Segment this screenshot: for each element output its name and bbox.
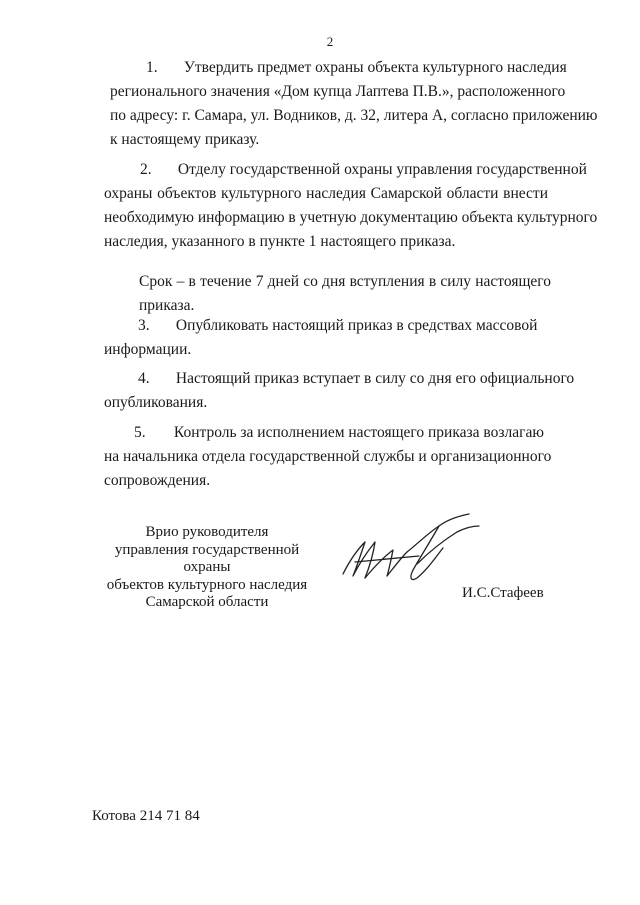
item-2-line-2: охраны объектов культурного наследия Самарской области внести bbox=[104, 185, 548, 202]
item-5-line-3: сопровождения. bbox=[104, 472, 211, 489]
term-line-1: Срок – в течение 7 дней со дня вступления в силу настоящего bbox=[139, 273, 551, 290]
item-1-line-4: к настоящему приказу. bbox=[110, 131, 260, 148]
handwritten-signature bbox=[335, 512, 485, 594]
item-2-line-4: наследия, указанного в пункте 1 настоящего приказа. bbox=[104, 233, 456, 250]
item-1 bbox=[110, 56, 598, 152]
item-5-line-2: на начальника отдела государственной службы и организационного bbox=[104, 448, 552, 465]
item-2-line-3: необходимую информацию в учетную документацию объекта культурного bbox=[104, 209, 598, 226]
item-4-number: 4. bbox=[138, 370, 150, 387]
item-2-line-1: Отделу государственной охраны управления государственной bbox=[177, 161, 587, 178]
term-paragraph bbox=[139, 270, 551, 318]
item-2 bbox=[104, 158, 598, 254]
item-5 bbox=[104, 421, 552, 493]
page-number: 2 bbox=[326, 34, 334, 49]
item-1-line-2: регионального значения «Дом купца Лаптева П.В.», расположенного bbox=[110, 83, 566, 100]
item-1-line-3: по адресу: г. Самара, ул. Водников, д. 32, литера А, согласно приложению bbox=[110, 107, 598, 124]
item-2-number: 2. bbox=[140, 161, 152, 178]
item-1-number: 1. bbox=[146, 59, 158, 76]
signer-name: И.С.Стафеев bbox=[462, 585, 544, 601]
term-line-2: приказа. bbox=[139, 297, 195, 314]
signatory-position-line-3: объектов культурного наследия bbox=[106, 576, 308, 593]
item-4-line-2: опубликования. bbox=[104, 394, 208, 411]
item-5-line-1: Контроль за исполнением настоящего приказа возлагаю bbox=[173, 424, 544, 441]
item-3-line-1: Опубликовать настоящий приказ в средствах массовой bbox=[175, 317, 538, 334]
item-3-line-2: информации. bbox=[104, 341, 192, 358]
signatory-position bbox=[96, 524, 318, 612]
item-3 bbox=[104, 314, 548, 362]
signatory-position-line-2: управления государственной охраны bbox=[114, 541, 300, 575]
item-4 bbox=[104, 367, 575, 415]
item-3-number: 3. bbox=[138, 317, 150, 334]
item-1-line-1: Утвердить предмет охраны объекта культурного наследия bbox=[183, 59, 567, 76]
item-4-line-1: Настоящий приказ вступает в силу со дня его официального bbox=[175, 370, 575, 387]
executor-contact: Котова 214 71 84 bbox=[92, 808, 200, 824]
signatory-position-line-1: Врио руководителя bbox=[145, 524, 269, 540]
signatory-position-line-4: Самарской области bbox=[145, 594, 269, 610]
item-5-number: 5. bbox=[134, 424, 146, 441]
